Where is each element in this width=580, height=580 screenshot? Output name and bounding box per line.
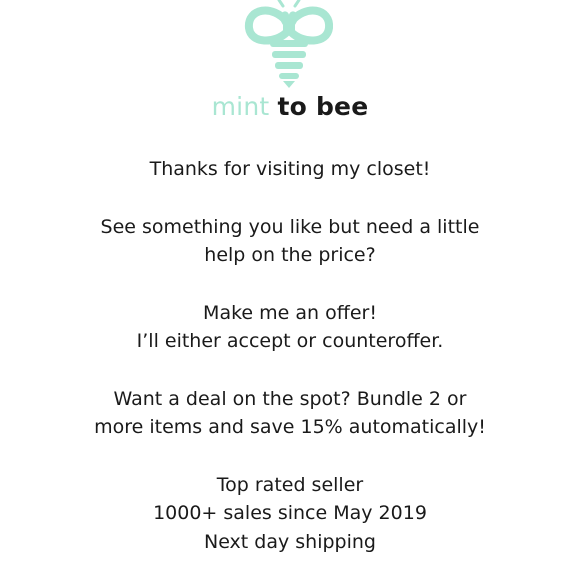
message-line: Top rated seller bbox=[216, 473, 364, 496]
message-line: help on the price? bbox=[204, 244, 376, 266]
message-line: Make me an offer! bbox=[203, 301, 377, 324]
message-line: more items and save 15% automatically! bbox=[94, 416, 486, 438]
brand-wordmark bbox=[0, 90, 580, 124]
bee-icon bbox=[243, 0, 335, 88]
message-paragraph-offer bbox=[0, 299, 580, 356]
closet-message bbox=[0, 155, 580, 580]
message-line: See something you like but need a little bbox=[100, 215, 480, 238]
message-paragraph-bundle bbox=[0, 385, 580, 442]
message-line: I’ll either accept or counteroffer. bbox=[136, 330, 444, 352]
message-line: Next day shipping bbox=[203, 530, 376, 553]
message-line: Want a deal on the spot? Bundle 2 or bbox=[113, 387, 467, 410]
brand-name-mint: mint bbox=[211, 92, 270, 121]
message-paragraph-price-help bbox=[0, 213, 580, 270]
brand-name-to-bee: to bee bbox=[277, 92, 369, 121]
message-paragraph-thanks bbox=[0, 155, 580, 184]
message-line: Thanks for visiting my closet! bbox=[149, 158, 431, 180]
message-line: 1000+ sales since May 2019 bbox=[153, 502, 427, 524]
brand-logo bbox=[0, 0, 580, 128]
message-paragraph-seller-stats bbox=[0, 471, 580, 557]
